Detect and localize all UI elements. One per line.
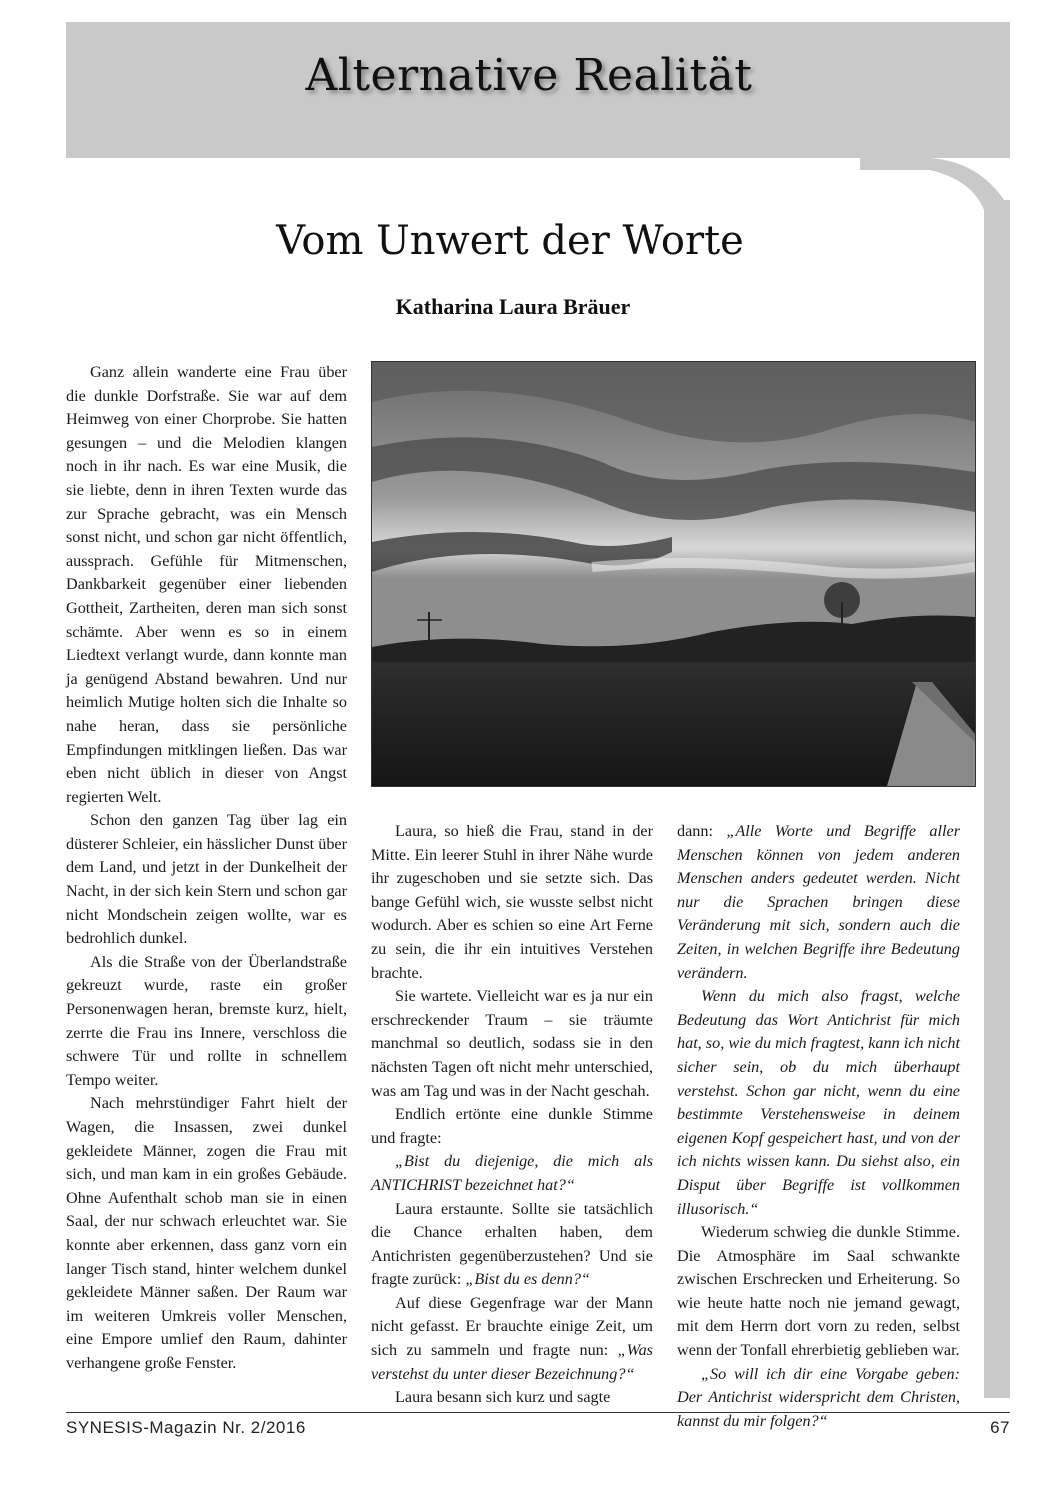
paragraph: Laura besann sich kurz und sagte	[395, 1388, 611, 1407]
article-title: Vom Unwert der Worte	[276, 218, 744, 264]
landscape-photo	[371, 361, 976, 787]
footer-divider	[66, 1412, 1010, 1413]
paragraph	[371, 1198, 653, 1292]
paragraph: Nach mehrstündiger Fahrt hielt der Wagen, die Insassen, zwei dunkel gekleidete Männer, zogen die Frau mit sich, und man kam in ein großes Gebäude. Ohne Aufenthalt schob man sie in einen Saal, der nur schwach erleuchtet war. Sie konnte aber erkennen, dass ganz vorn ein langer Tisch stand, hinter welchem dunkel gekleidete Männer saßen. Der Raum war im weiteren Umkreis voller Menschen, eine Empore umlief den Raum, dahinter verhangene große Fenster.	[66, 1094, 347, 1372]
paragraph: Sie wartete. Vielleicht war es ja nur ein erschreckender Traum – sie träumte manchmal so deutlich, sodass sie in den nächsten Tagen oft nicht mehr unterschied, was am Tag und was in der Nacht geschah.	[371, 987, 653, 1100]
quote-text: „Was verstehst du unter dieser Bezeichnung?“	[371, 1341, 653, 1383]
paragraph-text: Laura erstaunte. Sollte sie tatsächlich die Chance erhalten haben, dem Antichristen gegenüberzustehen? Und sie fragte zurück:	[371, 1199, 653, 1289]
quote-paragraph: „So will ich dir eine Vorgabe geben: Der Antichrist widerspricht dem Christen, kannst du mir folgen?“	[677, 1364, 960, 1430]
author-byline: Katharina Laura Bräuer	[395, 294, 631, 319]
quote-text: „Bist du es denn?“	[465, 1270, 590, 1289]
paragraph-text: Auf diese Gegenfrage war der Mann nicht gefasst. Er brauchte einige Zeit, um sich zu sammeln und fragte nun:	[371, 1293, 653, 1360]
quote-paragraph: „Bist du diejenige, die mich als ANTICHRIST bezeichnet hat?“	[371, 1152, 653, 1194]
paragraph: Als die Straße von der Überlandstraße gekreuzt wurde, raste ein großer Personenwagen heran, bremste kurz, hielt, zerrte die Frau ins Innere, verschloss die schwere Tür und rollte in schnellem Tempo weiter.	[66, 952, 347, 1089]
footer-magazine-issue: SYNESIS-Magazin Nr. 2/2016	[66, 1418, 306, 1437]
paragraph: Endlich ertönte eine dunkle Stimme und fragte:	[371, 1105, 653, 1147]
text-column-2	[371, 820, 653, 1410]
section-title: Alternative Realität	[305, 50, 753, 101]
right-side-rail	[984, 200, 1010, 1398]
paragraph: Schon den ganzen Tag über lag ein düsterer Schleier, ein hässlicher Dunst über dem Land, und jetzt in der Dunkelheit der Nacht, in der sich kein Stern und schon gar nicht Mondschein zeigen wollte, war es bedrohlich dunkel.	[66, 811, 347, 948]
text-column-3	[677, 820, 960, 1433]
paragraph	[371, 1292, 653, 1386]
landscape-photo-image	[372, 362, 975, 786]
paragraph: Ganz allein wanderte eine Frau über die dunkle Dorfstraße. Sie war auf dem Heimweg von einer Chorprobe. Sie hatten gesungen – und die Melodien klangen noch in ihr nach. Es war eine Musik, die sie liebte, denn in ihren Texten wurde das zur Sprache gebracht, was ein Mensch sonst nicht, und schon gar nicht öffentlich, aussprach. Gefühle für Mitmenschen, Dankbarkeit gegenüber einer liebenden Gottheit, Zartheiten, deren man sich sonst schämte. Aber wenn es so in einem Liedtext verlangt wurde, dann konnte man ja genügend Abstand bewahren. Und nur heimlich Mutige holten sich die Inhalte so nahe heran, dass sie persönliche Empfindungen mitklingen ließen. Das war eben nicht üblich in dieser von Angst regierten Welt.	[66, 363, 347, 806]
quote-text: „Alle Worte und Begriffe aller Menschen können von jedem anderen Menschen anders gedeutet werden. Nicht nur die Sprachen bringen diese Veränderung mit sich, sondern auch die Zeiten, in welchen Begriffe ihre Bedeutung verändern.	[677, 822, 960, 982]
page-number: 67	[990, 1418, 1010, 1437]
paragraph: Wiederum schwieg die dunkle Stimme. Die Atmosphäre im Saal schwankte zwischen Erschrecken und Erheiterung. So wie heute hatte noch nie jemand gewagt, mit dem Herrn dort vorn zu reden, selbst wenn der Tonfall ehrerbietig geblieben war.	[677, 1223, 960, 1360]
quote-paragraph: Wenn du mich also fragst, welche Bedeutung das Wort Antichrist für mich hat, so, wie du mich fragtest, kann ich nicht sicher sein, ob du mich überhaupt verstehst. Schon gar nicht, wenn du eine bestimmte Verstehensweise in deinem eigenen Kopf gespeichert hast, und von der ich nichts wissen kann. Du siehst also, ein Disput über Begriffe ist vollkommen illusorisch.“	[677, 987, 960, 1218]
paragraph: Laura, so hieß die Frau, stand in der Mitte. Ein leerer Stuhl in ihrer Nähe wurde ihr zugeschoben und sie setzte sich. Das bange Gefühl wich, sie wusste selbst nicht wodurch. Aber es schien so eine Art Ferne zu sein, die ihr ein intuitives Verstehen brachte.	[371, 822, 653, 982]
paragraph-text: dann:	[677, 822, 727, 840]
paragraph	[677, 820, 960, 985]
text-column-1	[66, 361, 347, 1376]
